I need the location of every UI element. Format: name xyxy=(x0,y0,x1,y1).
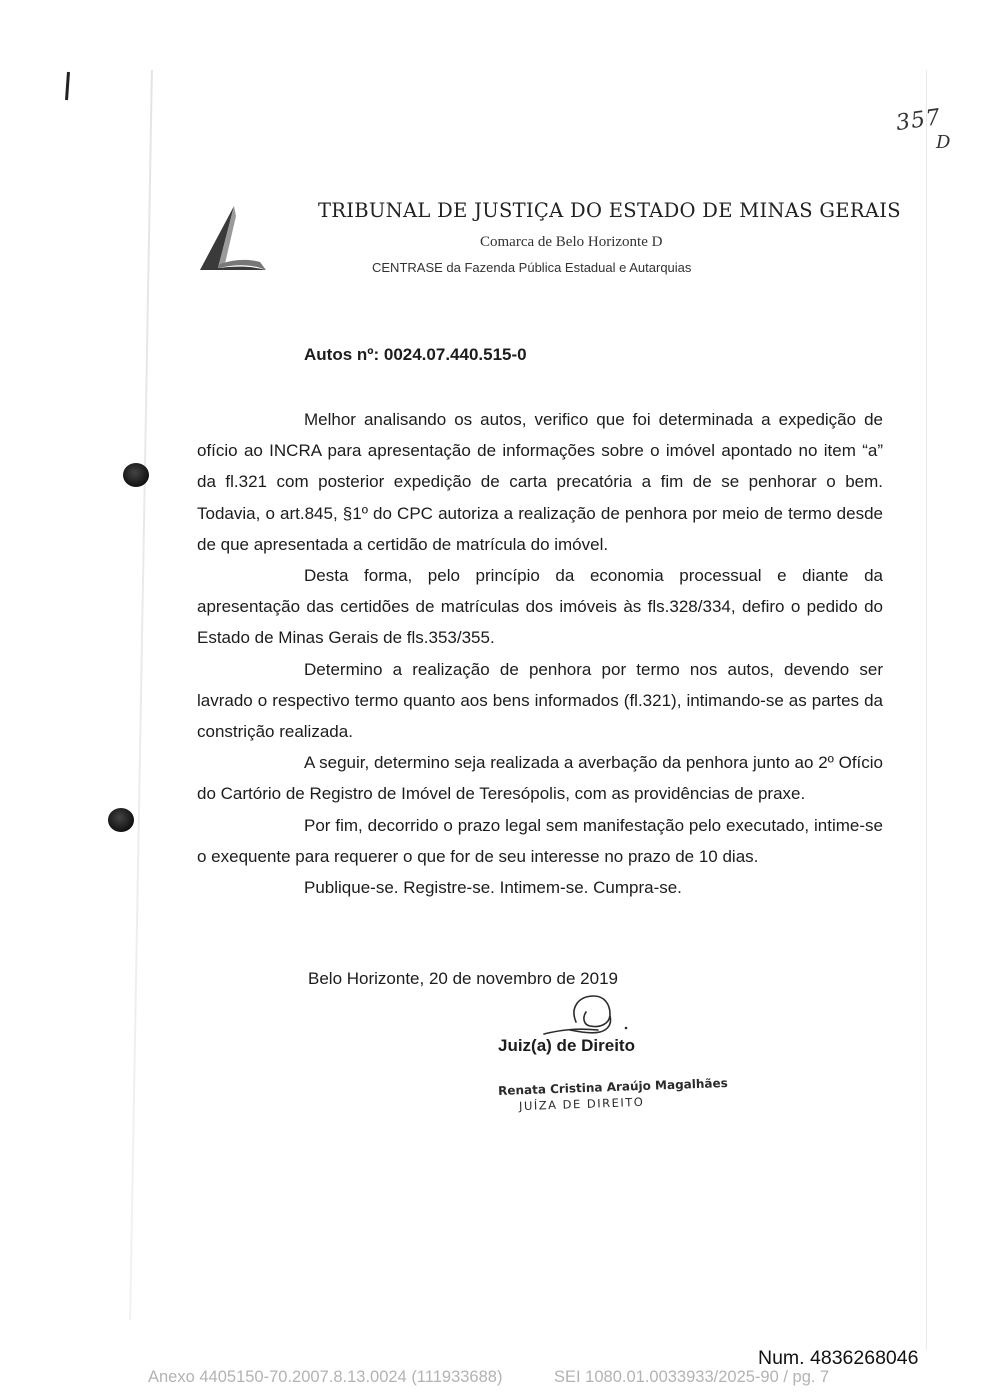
case-number: Autos nº: 0024.07.440.515-0 xyxy=(304,345,527,364)
court-logo-icon xyxy=(196,204,268,274)
department-name: CENTRASE da Fazenda Pública Estadual e Autarquias xyxy=(372,260,692,275)
scan-mark xyxy=(65,72,70,100)
sei-reference: SEI 1080.01.0033933/2025-90 / pg. 7 xyxy=(554,1368,830,1386)
paragraph: Desta forma, pelo princípio da economia processual e diante da apresentação das certidões de matrículas dos imóveis às fls.328/334, defiro o pedido do Estado de Minas Gerais de fls.353/355. xyxy=(197,566,883,648)
paragraph: A seguir, determino seja realizada a averbação da penhora junto ao 2º Ofício do Cartório de Registro de Imóvel de Teresópolis, com as providências de praxe. xyxy=(197,753,883,804)
paragraph: Determino a realização de penhora por termo nos autos, devendo ser lavrado o respectivo termo quanto aos bens informados (fl.321), intimando-se as partes da constrição realizada. xyxy=(197,659,883,742)
punch-hole xyxy=(108,808,134,832)
paragraph: Melhor analisando os autos, verifico que foi determinada a expedição de ofício ao INCRA para apresentação de informações sobre o imóvel apontado no item “a” da fl.321 com posterior expedição de carta precatória a fim de se penhorar o bem. Todavia, o art.845, §1º do CPC autoriza a realização de penhora por meio de termo desde de que apresentada a certidão de matrícula do imóvel. xyxy=(197,410,883,554)
decision-body xyxy=(197,404,883,903)
document-number: Num. 4836268046 xyxy=(758,1347,919,1369)
punch-hole xyxy=(123,463,149,487)
court-name: TRIBUNAL DE JUSTIÇA DO ESTADO DE MINAS GERAIS xyxy=(318,199,901,222)
folio-number: 357 xyxy=(894,104,943,137)
folio-mark: D xyxy=(936,132,951,153)
judge-title: Juiz(a) de Direito xyxy=(498,1036,635,1055)
place-date: Belo Horizonte, 20 de novembro de 2019 xyxy=(308,969,618,988)
annex-reference: Anexo 4405150-70.2007.8.13.0024 (111933688) xyxy=(148,1368,503,1386)
scan-edge-left xyxy=(129,70,153,1320)
scan-edge-right xyxy=(926,70,927,1350)
paragraph: Por fim, decorrido o prazo legal sem manifestação pelo executado, intime-se o exequente para requerer o que for de seu interesse no prazo de 10 dias. xyxy=(197,815,883,866)
stamp-role: JUÍZA DE DIREITO xyxy=(518,1094,645,1114)
signature-icon xyxy=(540,990,640,1042)
paragraph: Publique-se. Registre-se. Intimem-se. Cumpra-se. xyxy=(304,878,682,898)
district-name: Comarca de Belo Horizonte D xyxy=(480,234,663,250)
stamp-name: Renata Cristina Araújo Magalhães xyxy=(497,1075,729,1099)
